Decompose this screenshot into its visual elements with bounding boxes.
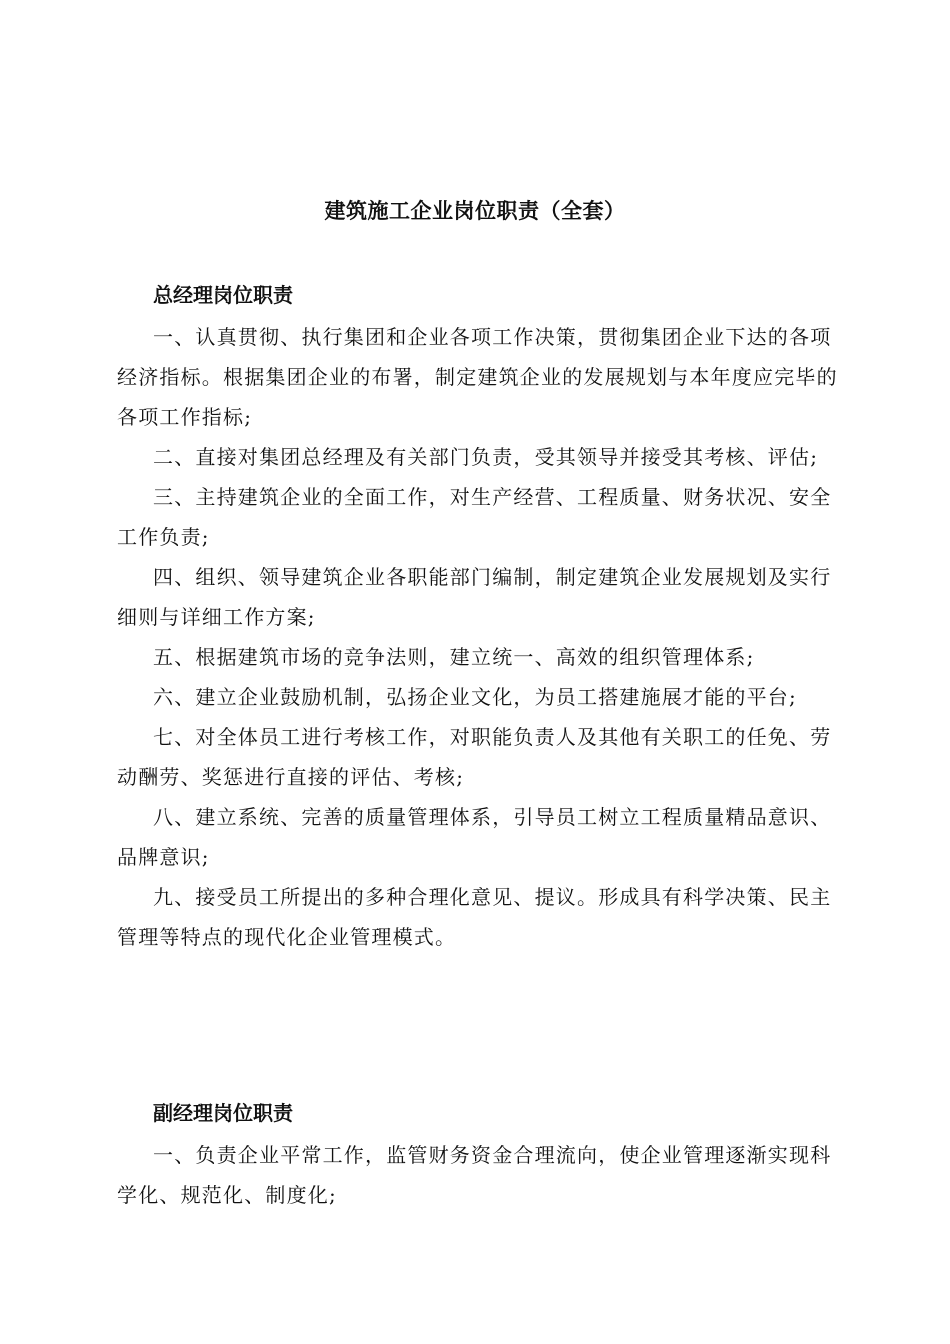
duty-item: 一、认真贯彻、执行集团和企业各项工作决策，贯彻集团企业下达的各项经济指标。根据集团企业的布署，制定建筑企业的发展规划与本年度应完毕的各项工作指标; [117, 325, 838, 429]
duty-item: 九、接受员工所提出的多种合理化意见、提议。形成具有科学决策、民主管理等特点的现代化企业管理模式。 [117, 885, 832, 949]
section-heading: 副经理岗位职责 [153, 1101, 293, 1125]
duty-item: 一、负责企业平常工作，监管财务资金合理流向，使企业管理逐渐实现科学化、规范化、制度化; [117, 1143, 832, 1207]
duty-item: 七、对全体员工进行考核工作，对职能负责人及其他有关职工的任免、劳动酬劳、奖惩进行直接的评估、考核; [117, 725, 832, 789]
duty-item: 二、直接对集团总经理及有关部门负责，受其领导并接受其考核、评估; [153, 445, 819, 469]
section-heading: 总经理岗位职责 [153, 283, 293, 307]
duty-item: 五、根据建筑市场的竞争法则，建立统一、高效的组织管理体系; [153, 645, 755, 669]
duty-item: 八、建立系统、完善的质量管理体系，引导员工树立工程质量精品意识、品牌意识; [117, 805, 832, 869]
duty-item: 六、建立企业鼓励机制，弘扬企业文化，为员工搭建施展才能的平台; [153, 685, 797, 709]
section-general-manager [117, 280, 842, 957]
duty-item: 四、组织、领导建筑企业各职能部门编制，制定建筑企业发展规划及实行细则与详细工作方案; [117, 565, 832, 629]
document-title: 建筑施工企业岗位职责（全套） [324, 199, 626, 223]
duty-item: 三、主持建筑企业的全面工作，对生产经营、工程质量、财务状况、安全工作负责; [117, 485, 832, 549]
section-deputy-manager [117, 1098, 842, 1215]
